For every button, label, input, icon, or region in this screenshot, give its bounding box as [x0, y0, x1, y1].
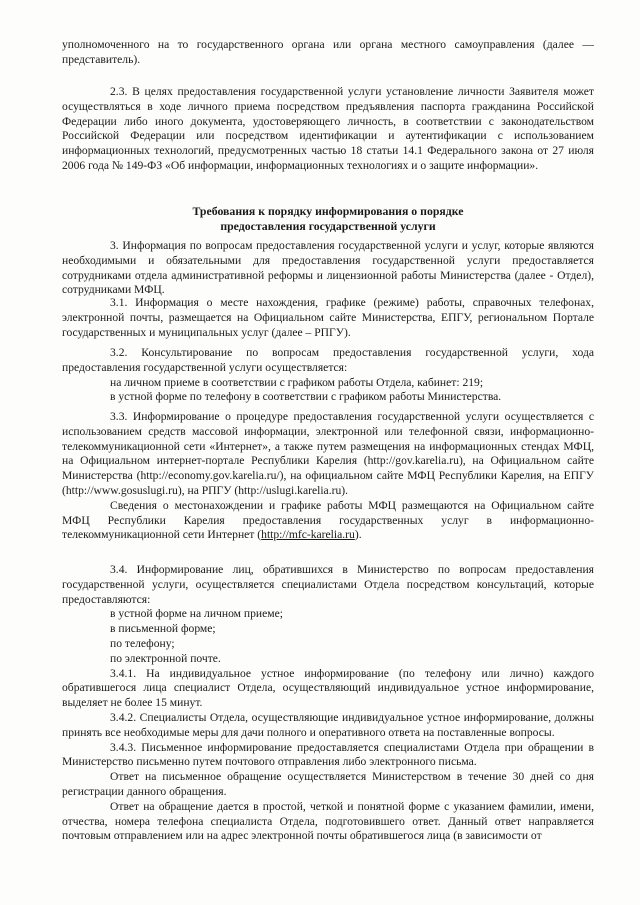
paragraph-3-4: [62, 563, 594, 844]
paragraph-3-1: [62, 296, 594, 340]
consult-form-item: по телефону;: [110, 636, 175, 650]
intro-tail-text: уполномоченного на то государственного органа или органа местного самоуправления (далее — представитель).: [62, 38, 594, 66]
mfc-website-link[interactable]: http://mfc-karelia.ru: [261, 528, 355, 542]
paragraph-answer-form: Ответ на обращение дается в простой, четкой и понятной форме с указанием фамилии, имени, отчества, номера телефона специалиста Отдела, подготовившего ответ. Данный ответ направляется почтовым отправлением или на адрес электронной почты обратившегося лица (в зависимости от: [62, 799, 594, 843]
consult-form-item: в письменной форме;: [110, 622, 216, 636]
paragraph-3-2-item-b: в устной форме по телефону в соответствии с графиком работы Министерства.: [110, 390, 502, 404]
intro-paragraph: [62, 38, 594, 68]
paragraph-mfc-text: Сведения о местонахождении и графике работы МФЦ размещаются на Официальном сайте МФЦ Республики Карелия предоставления государственных услуг в информационно-телекоммуникационной сети Интернет (: [62, 498, 594, 542]
paragraph-2-3-text: 2.3. В целях предоставления государственной услуги установление личности Заявителя может осуществляться в ходе личного приема посредством предъявления паспорта гражданина Российской Федерации либо иного документа, удостоверяющего личность, в соответствии с законодательством Российской Федерации или посредством идентификации и аутентификации с использованием информационных технологий, предусмотренных частью 18 статьи 14.1 Федерального закона от 27 июля 2006 года № 149-ФЗ «Об информации, информационных технологиях и о защите информации».: [62, 85, 594, 172]
section-heading: [62, 204, 594, 234]
paragraph-3-4-text: 3.4. Информирование лиц, обратившихся в Министерство по вопросам предоставления государственной услуги, осуществляется специалистами Отдела посредством консультаций, которые предоставляются:: [62, 563, 594, 606]
paragraph-mfc-info: [62, 499, 594, 543]
paragraph-3-4-1-text: 3.4.1. На индивидуальное устное информирование (по телефону или лично) каждого обратившегося лица специалист Отдела, осуществляющий индивидуальное устное информирование, выделяет не более 15 минут.: [62, 666, 594, 710]
paragraph-3-2: [62, 346, 594, 405]
paragraph-3-2-text: 3.2. Консультирование по вопросам предоставления государственной услуги, хода предоставления государственной услуги осуществляется:: [62, 346, 594, 374]
consult-form-item: в устной форме на личном приеме;: [110, 607, 283, 621]
paragraph-3-1-text: 3.1. Информация о месте нахождения, графике (режиме) работы, справочных телефонах, электронной почты, размещается на Официальном сайте Министерства, ЕПГУ, региональном Портале государственных и муниципальных услуг (далее – РПГУ).: [62, 296, 594, 339]
paragraph-3-text: 3. Информация по вопросам предоставления государственной услуги и услуг, которые являются необходимыми и обязательными для предоставления государственной услуги предоставляется сотрудниками отдела административной реформы и лицензионной работы Министерства (далее - Отдел), сотрудниками МФЦ.: [62, 239, 594, 297]
paragraph-answer-30-days: Ответ на письменное обращение осуществляется Министерством в течение 30 дней со дня регистрации данного обращения.: [62, 770, 594, 798]
paragraph-2-3: [62, 85, 594, 174]
paragraph-3: [62, 239, 594, 298]
paragraph-3-3-text: 3.3. Информирование о процедуре предоставления государственной услуги осуществляется с использованием средств массовой информации, электронной или телефонной связи, информационно-телекоммуникационной сети «Интернет», а также путем размещения на информационных стендах МФЦ, на Официальном интернет-портале Республики Карелия (http://gov.karelia.ru), на Официальном сайте Министерства (http://economy.gov.karelia.ru/), на официальном сайте МФЦ Республики Карелия, на ЕПГУ (http://www.gosuslugi.ru), на РПГУ (http://uslugi.karelia.ru).: [62, 410, 594, 497]
section-heading-line2: предоставления государственной услуги: [220, 219, 436, 233]
paragraph-3-4-2-text: 3.4.2. Специалисты Отдела, осуществляющие индивидуальное устное информирование, должны принять все необходимые меры для дачи полного и оперативного ответа на поставленные вопросы.: [62, 710, 594, 739]
paragraph-3-3: [62, 410, 594, 543]
paragraph-3-2-item-a: на личном приеме в соответствии с графиком работы Отдела, кабинет: 219;: [110, 375, 484, 389]
paragraph-mfc-close: ).: [354, 528, 362, 542]
section-heading-line1: Требования к порядку информирования о порядке: [192, 204, 464, 218]
consult-form-item: по электронной почте.: [110, 651, 221, 665]
paragraph-3-4-3-text: 3.4.3. Письменное информирование предоставляется специалистами Отдела при обращении в Министерство письменно путем почтового отправления либо электронного письма.: [62, 740, 594, 769]
